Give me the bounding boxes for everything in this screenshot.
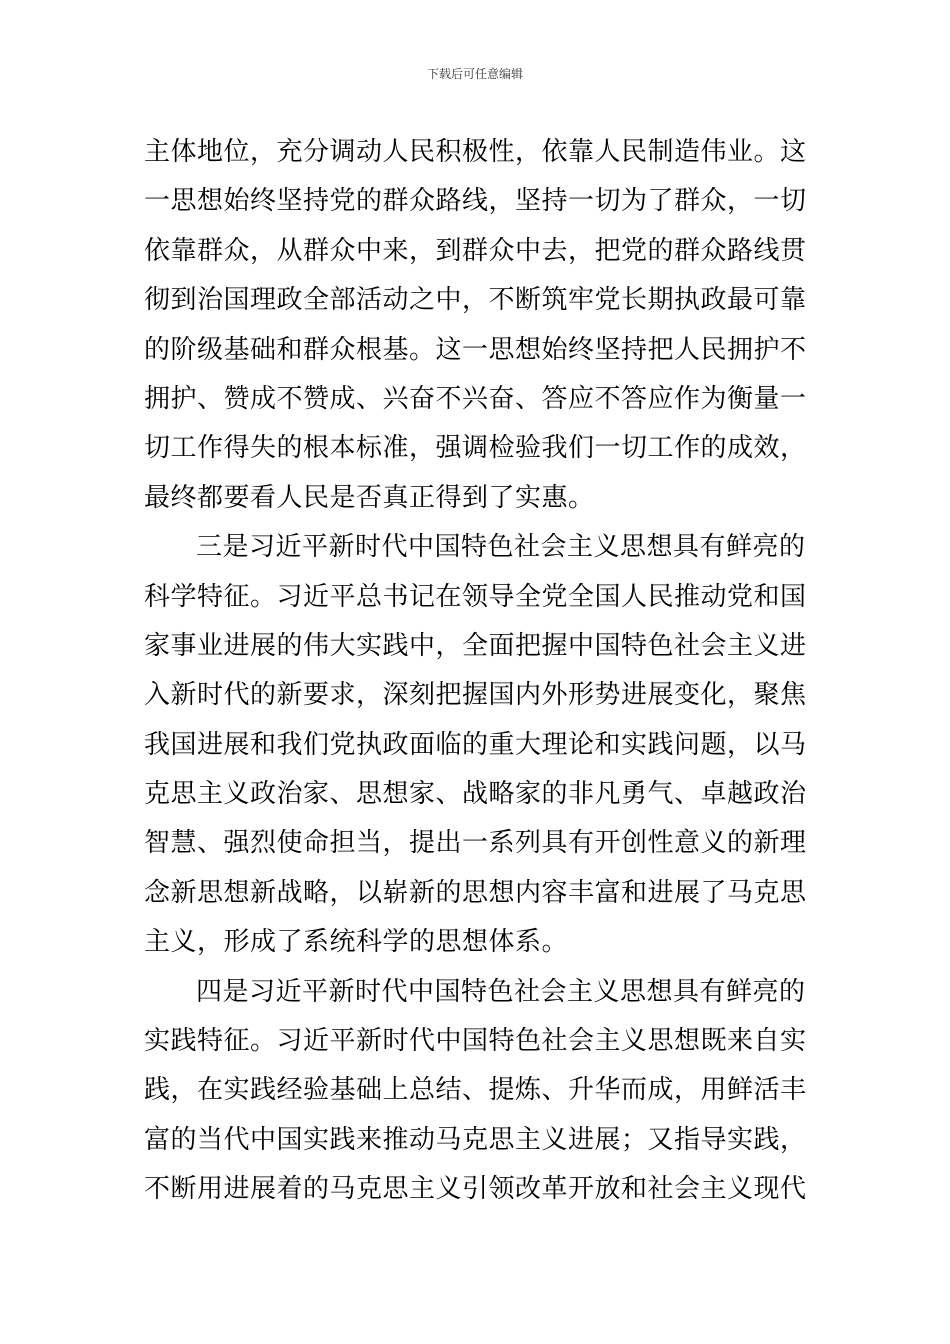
text-line: 富的当代中国实践来推动马克思主义进展；又指导实践， bbox=[144, 1124, 807, 1155]
text-line: 切工作得失的根本标准，强调检验我们一切工作的成效， bbox=[144, 433, 807, 464]
text-line-indented: 四是习近平新时代中国特色社会主义思想具有鲜亮的 bbox=[196, 976, 806, 1007]
text-line: 依靠群众，从群众中来，到群众中去，把党的群众路线贯 bbox=[144, 235, 807, 266]
text-line: 彻到治国理政全部活动之中，不断筑牢党长期执政最可靠 bbox=[144, 285, 807, 316]
text-line: 最终都要看人民是否真正得到了实惠。 bbox=[144, 482, 595, 513]
text-line: 主义，形成了系统科学的思想体系。 bbox=[144, 927, 569, 958]
text-line: 克思主义政治家、思想家、战略家的非凡勇气、卓越政治 bbox=[144, 779, 807, 810]
text-line: 践，在实践经验基础上总结、提炼、升华而成，用鲜活丰 bbox=[144, 1075, 807, 1106]
paragraph-2 bbox=[144, 523, 808, 968]
paragraph-1 bbox=[144, 128, 808, 523]
text-line: 主体地位，充分调动人民积极性，依靠人民制造伟业。这 bbox=[144, 137, 807, 167]
text-line: 入新时代的新要求，深刻把握国内外形势进展变化，聚焦 bbox=[144, 680, 807, 711]
text-line: 科学特征。习近平总书记在领导全党全国人民推动党和国 bbox=[144, 581, 807, 612]
text-line: 智慧、强烈使命担当，提出一系列具有开创性意义的新理 bbox=[144, 828, 807, 859]
text-line: 不断用进展着的马克思主义引领改革开放和社会主义现代 bbox=[144, 1174, 807, 1205]
text-line-indented: 三是习近平新时代中国特色社会主义思想具有鲜亮的 bbox=[196, 532, 806, 563]
text-line: 我国进展和我们党执政面临的重大理论和实践问题，以马 bbox=[144, 729, 807, 760]
text-line: 拥护、赞成不赞成、兴奋不兴奋、答应不答应作为衡量一 bbox=[144, 383, 807, 414]
text-line: 实践特征。习近平新时代中国特色社会主义思想既来自实 bbox=[144, 1026, 807, 1057]
text-line: 念新思想新战略，以崭新的思想内容丰富和进展了马克思 bbox=[144, 877, 807, 908]
paragraph-3 bbox=[144, 968, 808, 1215]
text-line: 的阶级基础和群众根基。这一思想始终坚持把人民拥护不 bbox=[144, 334, 807, 365]
page-header-note: 下载后可任意编辑 bbox=[426, 67, 523, 81]
text-line: 一思想始终坚持党的群众路线，坚持一切为了群众，一切 bbox=[144, 186, 807, 217]
text-line: 家事业进展的伟大实践中，全面把握中国特色社会主义进 bbox=[144, 630, 807, 661]
document-body bbox=[144, 128, 808, 1215]
